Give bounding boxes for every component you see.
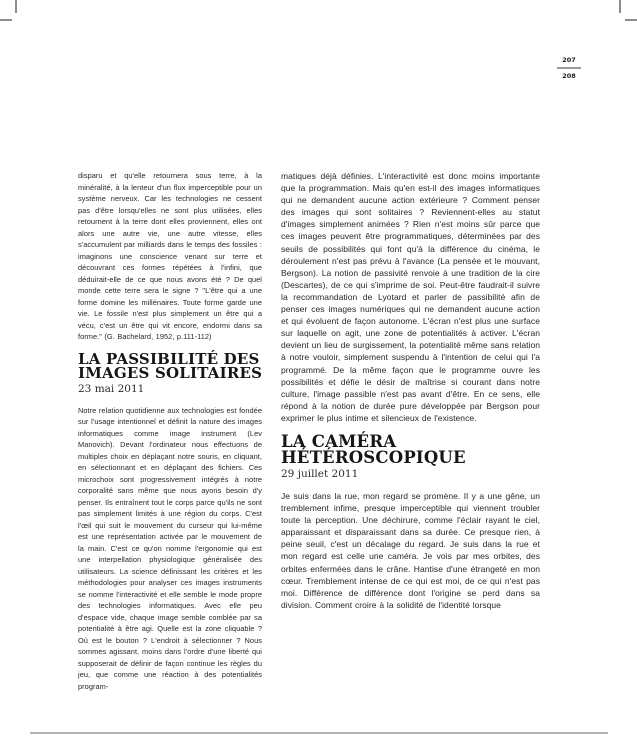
section-title-line-1: LA PASSIBILITÉ DES: [78, 349, 260, 368]
right-continuation-paragraph: matiques déjà définies. L'interactivité est donc moins importante que la programmation. Mais qu'en est-il des images informatiques qui ne demandent aucune action extérieure ? Comment penser des images qui sont solitaires ? Reviennent-elles au statut d'images simplement animées ? Rien n'est moins sûr parce que ces images peuvent être programmatiques, déterminées par des seuils de possibilités qui font qu'à la différence du cinéma, le déroulement n'est pas prévu à l'avance (La pensée et le mouvant, Bergson). La notion de passivité renvoie à une tradition de la cire (Descartes), de ce qui s'imprime de soi. Peut-être faudrait-il suivre la recommandation de Lyotard et parler de passibilité afin de penser ces images numériques qui ne demandent aucune action et qui évoluent de façon autonome. L'écran n'est plus une surface sur laquelle on agit, une zone de potentialités à activer. L'écran devient un lieu de surgissement, la potentialité même sans relation à notre vouloir, simplement suspendu à l'intention de celui qui l'a programmé. De la même façon que le programme ouvre les possibilités et défie le désir de maîtrise si courant dans notre culture, l'image passible n'est pas avant d'être. En ce sens, elle répond à la notion de durée pure développée par Bergson pour exprimer le plus intime et silencieux de l'existence.: [281, 171, 540, 423]
section-title-line-1: LA CAMÉRA: [281, 431, 397, 451]
crop-mark-top-left-horizontal: [0, 19, 12, 21]
crop-mark-top-left-vertical: [15, 0, 17, 13]
folio-divider-rule: [557, 67, 581, 69]
crop-mark-top-right-vertical: [619, 0, 621, 13]
crop-mark-top-right-horizontal: [625, 19, 637, 21]
left-column: [78, 170, 262, 692]
folio-recto-number: 207: [562, 56, 576, 64]
section-title-passibilite: [78, 349, 263, 382]
page-bottom-edge-line: [30, 732, 608, 734]
right-column: [281, 170, 540, 611]
section-title-camera-heteroscopique: [281, 431, 540, 467]
section-date-camera-heteroscopique: 29 juillet 2011: [281, 467, 359, 480]
left-body-paragraph: Notre relation quotidienne aux technologies est fondée sur l'usage intentionnel et définit la nature des images informatiques comme image instrument (Lev Manovich). Devant l'ordinateur nous effectuons de multiples choix en déplaçant notre souris, en cliquant, en sélectionnant et en déplaçant des fichiers. Ces microchoix sont progressivement intégrés à notre corporalité sans même que nous ayons besoin d'y penser. Ils entraînent tout le corps parce qu'ils ne sont pas simplement limités à une région du corps. C'est l'œil qui suit le mouvement du curseur qui lui-même est une représentation activée par le mouvement de la main. C'est ce qu'on nomme l'ergonomie qui est une interpellation physiologique généralisée des utilisateurs. La science définissant les critères et les méthodologies pour analyser ces images instruments se nomme l'interactivité et elle semble le mode propre des technologies informatiques. Avec elle peu d'espace vide, chaque image semble comblée par sa potentialité à être agi. Quelle est la zone cliquable ? Où est le bouton ? L'endroit à sélectionner ? Nous sommes agissant, moins dans l'ordre d'une liberté qui supposerait de définir de façon continue les règles du jeu, que comme une réaction à des potentialités program-: [78, 405, 262, 691]
right-body-paragraph: Je suis dans la rue, mon regard se promène. Il y a une gêne, un tremblement infime, presque imperceptible qui viennent troubler toute la perception. Une déchirure, comme l'éclair rayant le ciel, apparaissant et disparaissant dans sa durée. Ce presque rien, à peine seuil, c'est un décalage du regard. Je suis dans la rue et mon regard est celle une caméra. Je vois par mes orbites, des orbites enfermées dans le crâne. Hantise d'une étrangeté en mon cœur. Tremblement intense de ce qui est moi, de ce qui n'est pas moi. Différence de différence dont l'origine se perd dans sa division. Comment croire à la solidité de l'identité lorsque: [281, 490, 540, 610]
folio-verso-number: 208: [562, 72, 576, 80]
left-intro-paragraph: disparu et qu'elle retournera sous terre, à la minéralité, à la lenteur d'un flux imperceptible pour un système nerveux. Car les technologies ne cessent pas d'être lorsqu'elles ne sont plus utilisées, elles retournent à la terre dont elles proviennent, elles ont alors une autre vie, une autre vitesse, elles s'accumulent par milliards dans le temps des fossiles : imaginons une conscience venant sur terre et découvrant ces formes répétées à l'infini, que déduirait-elle de ce que nous avons été ? De quel monde cette terre sera le signe ? "L'être qui a une forme domine les millénaires. Toute forme garde une vie. Le fossile n'est plus simplement un être qui a vécu, c'est un être qui vit encore, endormi dans sa forme." (G. Bachelard, 1952, p.111-112): [78, 171, 262, 341]
section-title-line-2: HÉTÉROSCOPIQUE: [281, 447, 466, 467]
section-title-line-2: IMAGES SOLITAIRES: [78, 364, 263, 382]
folio: [555, 56, 583, 80]
section-date-passibilite: 23 mai 2011: [78, 382, 145, 395]
